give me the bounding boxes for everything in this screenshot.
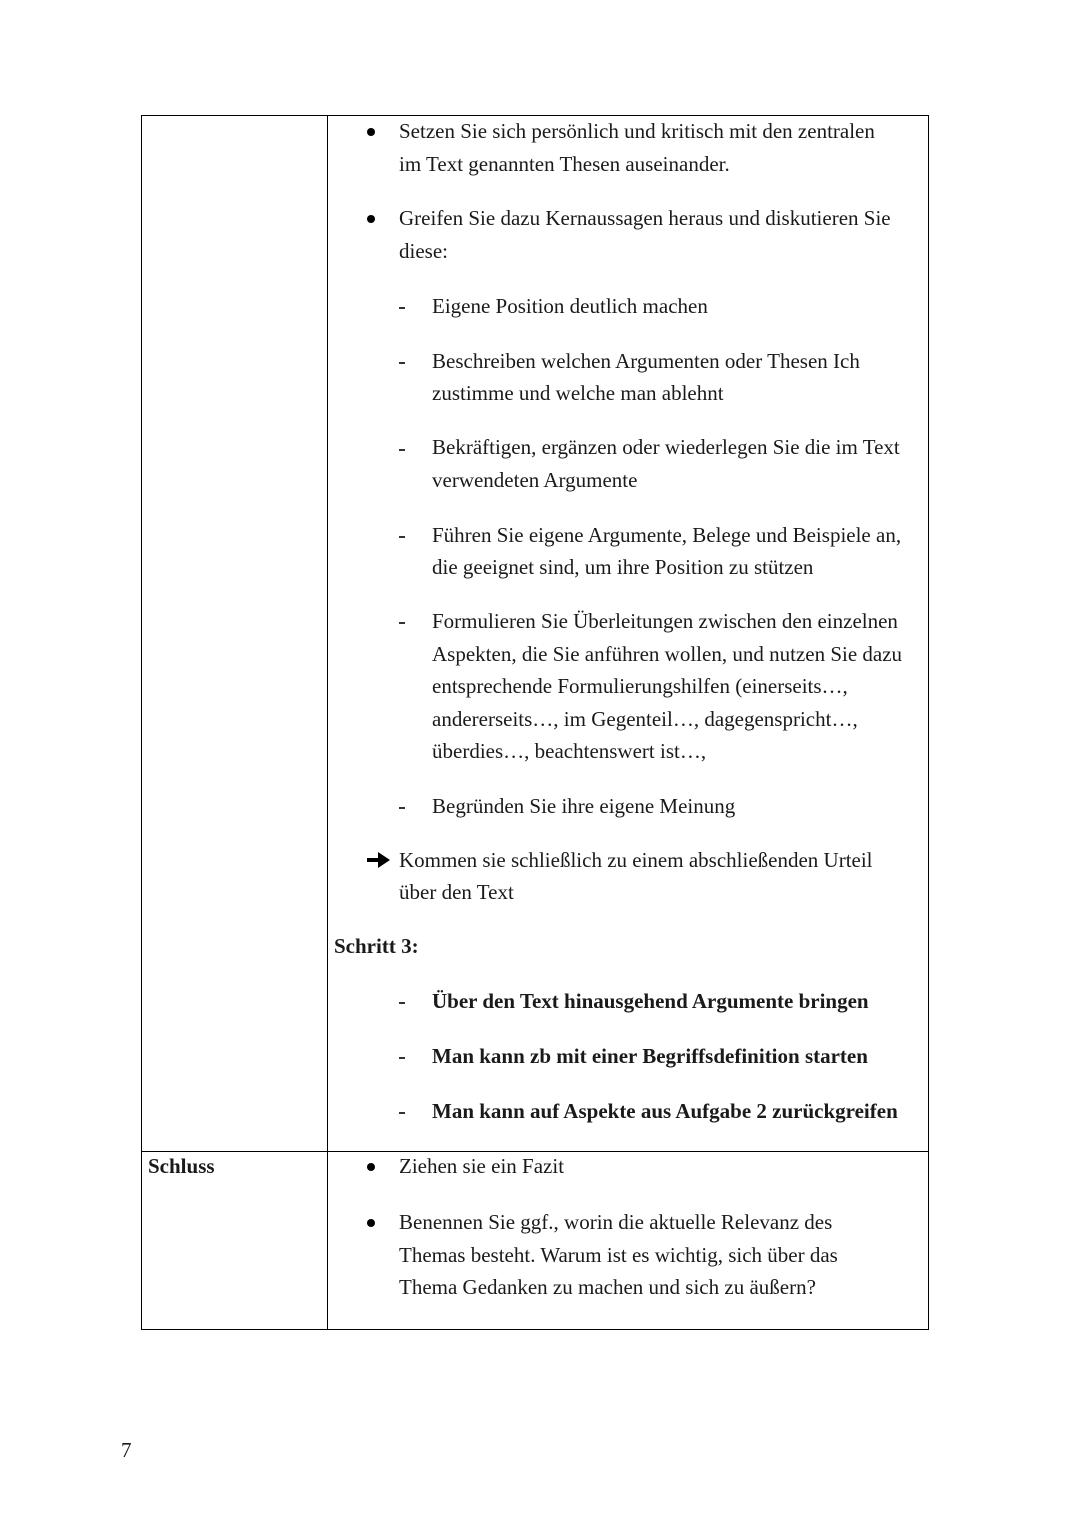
dash-marker xyxy=(399,807,405,809)
dash-marker xyxy=(399,622,405,624)
bullet-text-line: Themas besteht. Warum ist es wichtig, sich über das xyxy=(399,1243,838,1267)
dash-item-text: zustimme und welche man ablehnt xyxy=(432,381,724,405)
dash-marker xyxy=(399,362,405,364)
dash-marker xyxy=(399,449,405,451)
dash-marker xyxy=(399,307,405,309)
dash-marker xyxy=(399,1112,405,1114)
dash-item-text: Eigene Position deutlich machen xyxy=(432,294,708,318)
page-number: 7 xyxy=(121,1438,132,1462)
bullet-text-line: Thema Gedanken zu machen und sich zu äußern? xyxy=(399,1275,816,1299)
dash-item-text: überdies…, beachtenswert ist…, xyxy=(432,739,707,763)
dash-item-text: Begründen Sie ihre eigene Meinung xyxy=(432,794,736,818)
table-column-divider xyxy=(327,115,328,1330)
table-left-border xyxy=(141,115,142,1330)
dash-marker xyxy=(399,1002,405,1004)
step-item-text: Man kann auf Aspekte aus Aufgabe 2 zurückgreifen xyxy=(432,1099,898,1123)
table-bottom-border xyxy=(141,1329,929,1330)
dash-marker xyxy=(399,536,405,538)
dash-item-text: Bekräftigen, ergänzen oder wiederlegen Sie die im Text xyxy=(432,435,900,459)
dash-item-text: die geeignet sind, um ihre Position zu stützen xyxy=(432,555,814,579)
bullet-text-line: diese: xyxy=(399,239,448,263)
dash-item-text: Beschreiben welchen Argumenten oder Thesen Ich xyxy=(432,349,860,373)
conclusion-text-line: über den Text xyxy=(399,880,514,904)
arrow-right-icon xyxy=(366,851,392,869)
dash-item-text: Formulieren Sie Überleitungen zwischen den einzelnen xyxy=(432,609,898,633)
dash-item-text: verwendeten Argumente xyxy=(432,468,638,492)
bullet-text-line: im Text genannten Thesen auseinander. xyxy=(399,152,730,176)
row-label: Schluss xyxy=(148,1154,215,1178)
bullet-dot-icon xyxy=(367,215,375,223)
step-item-text: Über den Text hinausgehend Argumente bringen xyxy=(432,989,869,1013)
step-item-text: Man kann zb mit einer Begriffsdefinition starten xyxy=(432,1044,868,1068)
dash-marker xyxy=(399,1057,405,1059)
bullet-text-line: Greifen Sie dazu Kernaussagen heraus und diskutieren Sie xyxy=(399,206,891,230)
bullet-dot-icon xyxy=(367,1163,375,1171)
bullet-dot-icon xyxy=(367,1219,375,1227)
bullet-text-line: Setzen Sie sich persönlich und kritisch mit den zentralen xyxy=(399,119,875,143)
table-right-border xyxy=(928,115,929,1330)
dash-item-text: Aspekten, die Sie anführen wollen, und nutzen Sie dazu xyxy=(432,642,903,666)
step-heading: Schritt 3: xyxy=(334,934,419,958)
bullet-text-line: Benennen Sie ggf., worin die aktuelle Relevanz des xyxy=(399,1210,833,1234)
dash-item-text: andererseits…, im Gegenteil…, dagegenspricht…, xyxy=(432,707,858,731)
dash-item-text: Führen Sie eigene Argumente, Belege und Beispiele an, xyxy=(432,523,902,547)
dash-item-text: entsprechende Formulierungshilfen (einerseits…, xyxy=(432,674,848,698)
bullet-dot-icon xyxy=(367,128,375,136)
bullet-text-line: Ziehen sie ein Fazit xyxy=(399,1154,565,1178)
conclusion-text-line: Kommen sie schließlich zu einem abschließenden Urteil xyxy=(399,848,873,872)
